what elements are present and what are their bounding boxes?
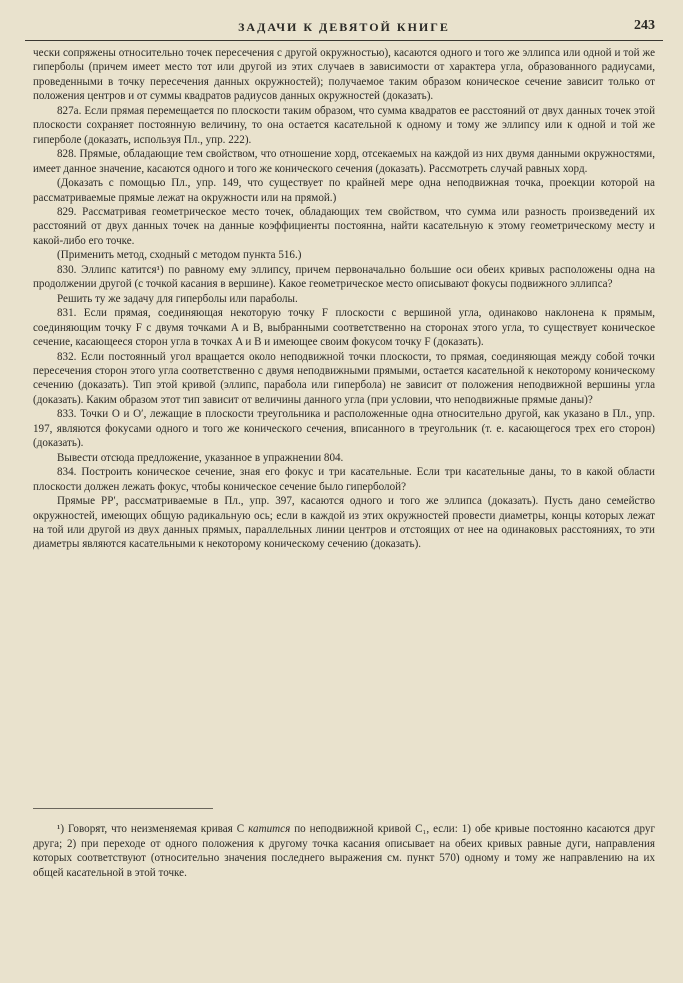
body-text bbox=[33, 46, 655, 552]
problem-829: 829. Рассматривая геометрическое место точек, обладающих тем свойством, что сумма или разность произведений их расстояний от двух данных точек на данные коэффициенты постоянна, найти касательную к этому геометрическому месту и какой-либо его точке. bbox=[33, 205, 655, 247]
footnote-keyword: катится bbox=[248, 823, 291, 835]
problem-833: 833. Точки O и O′, лежащие в плоскости треугольника и расположенные одна относительно другой, как указано в Пл., упр. 197, являются фокусами одного и того же конического сечения, вписанного в треугольник (т. е. касающегося трех его сторон) (доказать). bbox=[33, 408, 655, 450]
problem-830-followup: Решить ту же задачу для гиперболы или параболы. bbox=[57, 292, 298, 305]
problem-828-hint: (Доказать с помощью Пл., упр. 149, что существует по крайней мере одна неподвижная точка, проекции которой на рассматриваемые прямые лежат на окружности или на прямой.) bbox=[33, 177, 655, 204]
page-header bbox=[25, 18, 663, 38]
footnote-text: по неподвижной кривой C₁, если: 1) обе кривые постоянно касаются друг друга; 2) при переходе от одного положения к другому точка касания описывает на обеих кривых равные дуги, направления которых соответствуют (относительно значения последнего выражения см. пункт 570) одному и тому же направлению на их общей касательной в этой точке. bbox=[33, 823, 655, 879]
page-number: 243 bbox=[634, 18, 655, 33]
problem-831: 831. Если прямая, соединяющая некоторую точку F плоскости с вершиной угла, одинаково наклонена к прямым, соединяющим точку F с двумя точками A и B, выбранными соответственно на сторонах этого угла, то существует коническое сечение, касающееся сторон угла в точках A и B и имеющее своим фокусом точку F (доказать). bbox=[33, 307, 655, 349]
problem-827a: 827а. Если прямая перемещается по плоскости таким образом, что сумма квадратов ее расстояний от двух данных точек этой плоскости сохраняет постоянную величину, то она остается касательной к одному и тому же эллипсу или к одной и той же гиперболе (доказать, используя Пл., упр. 222). bbox=[33, 104, 655, 146]
running-head: ЗАДАЧИ К ДЕВЯТОЙ КНИГЕ bbox=[238, 20, 450, 34]
problem-828: 828. Прямые, обладающие тем свойством, что отношение хорд, отсекаемых на каждой из них двумя данными окружностями, имеет данное значение, касаются одного и того же конического сечения (доказать). Рассмотреть случай равных хорд. bbox=[33, 148, 655, 175]
footnote bbox=[33, 822, 655, 880]
problem-829-hint: (Применить метод, сходный с методом пункта 516.) bbox=[57, 249, 302, 262]
problem-830: 830. Эллипс катится¹) по равному ему эллипсу, причем первоначально большие оси обеих кривых расположены одна на продолжении другой (с точкой касания в вершине). Какое геометрическое место описывают фокусы подвижного эллипса? bbox=[33, 263, 655, 291]
problem-834-extra: Прямые PP′, рассматриваемые в Пл., упр. 397, касаются одного и того же эллипса (доказать). Пусть дано семейство окружностей, имеющих общую радикальную ось; если в каждой из этих окружностей провести диаметры, концы которых лежат на той или другой из двух данных прямых, параллельных линии центров и отстоящих от нее на одинаковых расстояниях, то эти диаметры являются касательными к некоторому коническому сечению (доказать). bbox=[33, 495, 655, 551]
paragraph-826-continuation: чески сопряжены относительно точек пересечения с другой окружностью), касаются одного и того же эллипса или одной и той же гиперболы (причем имеет место тот или другой из этих случаев в зависимости от характера угла, образованного радиусами, проведенными в точку пересечения данных окружностей); получаемое таким образом коническое сечение зависит только от положения центров и от суммы квадратов радиусов данных окружностей (доказать). bbox=[33, 47, 655, 103]
footnote-lead: ¹) Говорят, что неизменяемая кривая C bbox=[57, 823, 249, 835]
header-rule bbox=[25, 40, 663, 41]
problem-834: 834. Построить коническое сечение, зная его фокус и три касательные. Если три касательные даны, то в какой области плоскости должен лежать фокус, чтобы коническое сечение было гиперболой? bbox=[33, 466, 655, 493]
footnote-rule bbox=[33, 808, 213, 809]
problem-832: 832. Если постоянный угол вращается около неподвижной точки плоскости, то прямая, соединяющая между собой точки пересечения сторон этого угла соответственно с двумя неподвижными прямыми, остается касательной к некоторому коническому сечению (доказать). Тип этой кривой (эллипс, парабола или гипербола) не зависит от положения неподвижной вершины угла (доказать). Каким образом этот тип зависит от величины данного угла (при условии, что неподвижные прямые даны)? bbox=[33, 350, 655, 406]
problem-833-followup: Вывести отсюда предложение, указанное в упражнении 804. bbox=[57, 451, 344, 464]
